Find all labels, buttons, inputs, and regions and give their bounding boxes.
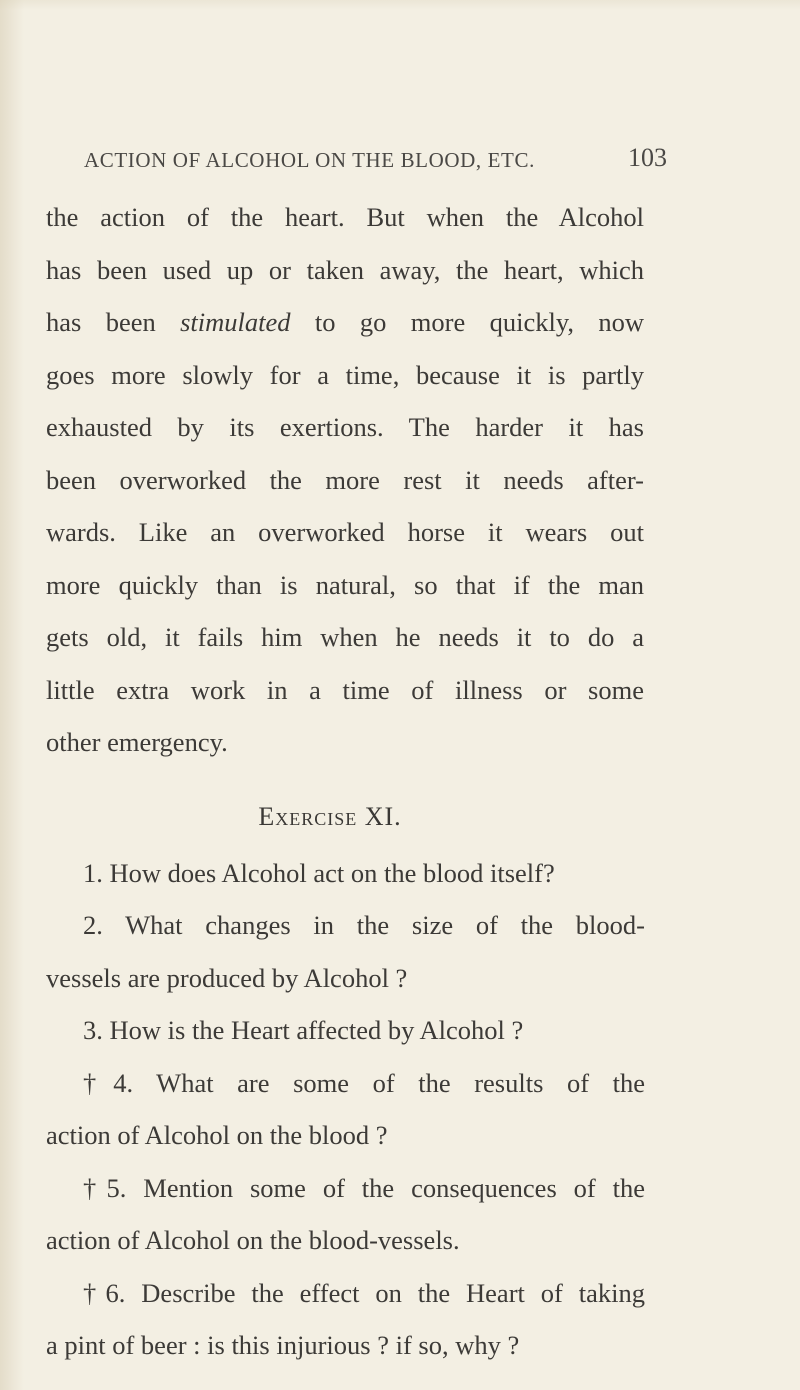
question-line: †4. What are some of the results of the [83, 1068, 645, 1098]
text-line: been overworked the more rest it needs after- [46, 465, 644, 495]
question-line: 3. How is the Heart affected by Alcohol ? [83, 1015, 524, 1045]
question-line: 2. What changes in the size of the blood- [83, 910, 645, 940]
italic-word: stimulated [180, 307, 291, 337]
text-line: has been used up or taken away, the heart, which [46, 255, 644, 285]
text-line: other emergency. [46, 727, 228, 757]
text-line: more quickly than is natural, so that if the man [46, 570, 644, 600]
exercise-heading: Exercise XI. [258, 802, 402, 831]
question-line: 1. How does Alcohol act on the blood itself? [83, 858, 555, 888]
text-span: to go more quickly, now [314, 307, 644, 337]
text-span: has been [46, 307, 156, 337]
question-line: †5. Mention some of the consequences of the [83, 1173, 645, 1203]
text-line: exhausted by its exertions. The harder it has [46, 412, 644, 442]
text-line: little extra work in a time of illness or some [46, 675, 644, 705]
text-line: the action of the heart. But when the Alcohol [46, 202, 644, 232]
text-line: gets old, it fails him when he needs it to do a [46, 622, 644, 652]
question-line: vessels are produced by Alcohol ? [46, 963, 408, 993]
text-line [46, 307, 644, 338]
text-line: wards. Like an overworked horse it wears out [46, 517, 644, 547]
question-line: action of Alcohol on the blood ? [46, 1120, 388, 1150]
text-line: goes more slowly for a time, because it is partly [46, 360, 644, 390]
question-line: action of Alcohol on the blood-vessels. [46, 1225, 460, 1255]
question-line: †6. Describe the effect on the Heart of taking [83, 1278, 645, 1308]
page-number: 103 [628, 143, 667, 172]
question-line: a pint of beer : is this injurious ? if so, why ? [46, 1330, 520, 1360]
running-title: ACTION OF ALCOHOL ON THE BLOOD, ETC. [84, 148, 535, 172]
